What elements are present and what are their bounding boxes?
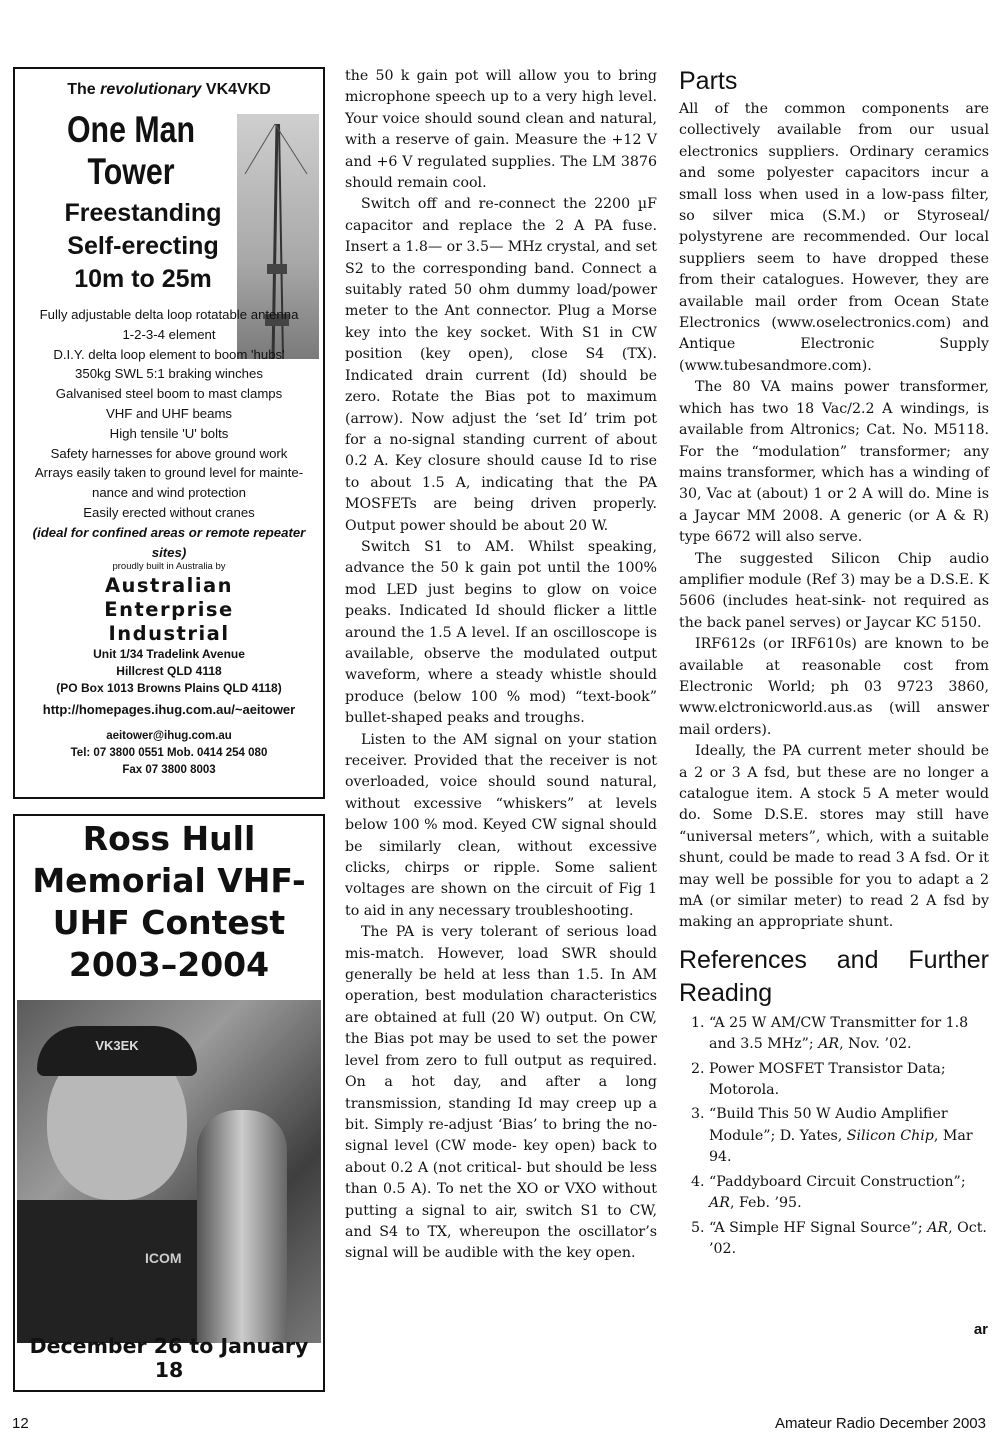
ad-intro <box>15 81 323 99</box>
article-paragraph: Switch S1 to AM. Whilst speaking, advance the 50 k gain pot until the 100% mod LED just begins to glow on voice peaks. Indicated Id should flicker a little around the 1.5 A level. If an oscilloscope is available, observe the modulated output waveform, where a steady whistle should produce (below 100 % mod) “text-book” bullet-shaped peaks and troughs. <box>345 538 657 727</box>
ad-company-name <box>15 574 323 646</box>
ad-feature: D.I.Y. delta loop element to boom 'hubs' <box>53 346 285 362</box>
contest-title-line: Ross Hull <box>82 819 256 858</box>
reference-item: 4. “Paddyboard Circuit Construction”; AR, Feb. ’95. <box>709 1172 989 1215</box>
photo-cap: VK3EK <box>37 1026 197 1076</box>
references-list <box>679 1013 989 1260</box>
ad-feature: Arrays easily taken to ground level for mainte- <box>34 465 304 481</box>
article-column-right <box>679 66 989 1263</box>
ad-subtitle <box>23 197 263 296</box>
ad-feature: 350kg SWL 5:1 braking winches <box>75 366 263 382</box>
reference-item: 1. “A 25 W AM/CW Transmitter for 1.8 and 3.5 MHz”; AR, Nov. ’02. <box>709 1013 989 1056</box>
ad-intro-emphasis: revolutionary <box>100 81 202 98</box>
ad-proudly-built: proudly built in Australia by <box>112 561 226 572</box>
ad-title-line: Tower <box>87 151 175 192</box>
ad-feature: Easily erected without cranes <box>83 504 255 520</box>
article-paragraph: All of the common components are collectively available from our usual electronics suppliers. Ordinary ceramics and some polyester capacitors incur a small loss when used in a low-pass filter, so silver mica (S.M.) or Styroseal/ polystyrene are recommended. Our local suppliers seem to have dropped these from their catalogues. However, they are available mail order from Ocean State Electronics (www.oselectronics.com) and Antique Electronic Supply (www.tubesandmore.com). <box>679 101 989 374</box>
reference-item: 2. Power MOSFET Transistor Data; Motorola. <box>709 1059 989 1102</box>
ad-intro-pre: The <box>67 81 96 98</box>
ad-subtitle-line: Freestanding <box>64 199 222 227</box>
contest-title-line: UHF Contest <box>52 903 286 942</box>
ad-ideal-note: (ideal for confined areas or remote repeater <box>32 524 306 540</box>
ad-feature: Safety harnesses for above ground work <box>50 445 288 461</box>
ad-company-line: Enterprise <box>104 598 234 621</box>
article-paragraph: Ideally, the PA current meter should be a 2 or 3 A fsd, but these are no longer a catalogue item. A stock 5 A meter would do. Some D.S.E. stores may still have “universal meters”, which, with a suitable shunt, could be made to read 3 A fsd. Or it may well be possible for you to adapt a 2 mA (or similar meter) to read 2 A fsd by making an appropriate shunt. <box>679 743 989 931</box>
ad-fax: Fax 07 3800 8003 <box>122 764 216 776</box>
contest-advertisement <box>13 814 325 1392</box>
photo-trophy <box>197 1110 287 1343</box>
article-paragraph: Switch off and re-connect the 2200 µF capacitor and replace the 2 A PA fuse. Insert a 1.8— or 3.5— MHz crystal, and set S2 to the corresponding band. Connect a suitably rated 50 ohm dummy load/power meter to the Ant connector. Plug a Morse key into the key socket. With S1 in CW position (key open), close S4 (TX). Indicated drain current (Id) should be zero. Rotate the Bias pot to maximum (arrow). Now adjust the ‘set Id’ trim pot for a no-signal standing current of about 0.2 A. Key closure should cause Id to rise to about 1.5 A, indicating that the PA MOSFETs are being driven properly. Output power should be about 20 W. <box>345 196 657 534</box>
ad-ideal-note: sites) <box>151 544 187 560</box>
article-paragraph: The suggested Silicon Chip audio amplifier module (Ref 3) may be a D.S.E. K 5606 (includes heat-sink- not required as the back panel serves) or Jaycar KC 5150. <box>679 550 989 631</box>
ad-subtitle-line: 10m to 25m <box>74 265 212 293</box>
publication-footer: Amateur Radio December 2003 <box>775 1415 986 1432</box>
ad-feature: Galvanised steel boom to mast clamps <box>55 386 283 402</box>
contest-title <box>15 818 323 986</box>
references-heading: References and Further Reading <box>679 945 989 1007</box>
ad-website-link[interactable]: http://homepages.ihug.com.au/~aeitower <box>42 702 296 717</box>
article-paragraph: IRF612s (or IRF610s) are known to be available at reasonable cost from Electronic World; ph 03 9723 3860, www.elctronicworld.aus.as (will answer mail orders). <box>679 636 989 738</box>
ad-address-line: Unit 1/34 Tradelink Avenue <box>93 647 245 661</box>
ad-company-line: Industrial <box>108 622 230 645</box>
article-paragraph: Listen to the AM signal on your station receiver. Provided that the receiver is not overloaded, voice should sound natural, without excessive “whiskers” at levels below 100 % mod. Keyed CW signal should be similarly clean, without excessive clicks, chirps or ripple. Some salient voltages are shown on the circuit of Fig 1 to aid in any necessary troubleshooting. <box>345 731 657 919</box>
ad-email[interactable]: aeitower@ihug.com.au <box>106 730 232 742</box>
contest-title-line: 2003–2004 <box>68 945 270 984</box>
reference-item: 3. “Build This 50 W Audio Amplifier Module”; D. Yates, Silicon Chip, Mar 94. <box>709 1104 989 1168</box>
ad-intro-callsign: VK4VKD <box>205 81 271 98</box>
ad-address-line: Hillcrest QLD 4118 <box>116 664 222 678</box>
page-number: 12 <box>12 1415 29 1432</box>
ad-feature: VHF and UHF beams <box>105 405 233 421</box>
ad-title-line: One Man <box>66 109 196 150</box>
reference-item: 5. “A Simple HF Signal Source”; AR, Oct. ’02. <box>709 1218 989 1261</box>
article-column-middle <box>345 66 657 1265</box>
contest-photo <box>17 1000 321 1343</box>
ad-feature: Fully adjustable delta loop rotatable antenna <box>39 307 299 322</box>
ad-address <box>15 646 323 697</box>
photo-shirt: ICOM <box>17 1200 217 1343</box>
tower-advertisement <box>13 67 325 799</box>
ad-feature-list <box>19 305 319 562</box>
parts-heading: Parts <box>679 67 738 95</box>
contest-title-line: Memorial VHF- <box>32 861 306 900</box>
article-paragraph: The PA is very tolerant of serious load mis-match. However, load SWR should generally be held at less than 1.5. In AM operation, best modulation characteristics are obtained at full (20 W) output. On CW, the Bias pot may be used to set the power level from zero to full output as required. On a hot day, and after a long transmission, standing Id may creep up a bit. Simply re-adjust ‘Bias’ to bring the no-signal level (CW mode- key open) back to about 0.2 A (not critical- but should be less than 0.5 A). To net the XO or VXO without putting a signal to air, switch S1 to CW, and S4 to TX, whereupon the oscillator’s signal will be audible with the key open. <box>345 924 657 1262</box>
ad-title <box>44 109 218 193</box>
ad-feature: High tensile 'U' bolts <box>109 425 229 441</box>
article-paragraph: the 50 k gain pot will allow you to bring microphone speech up to a very high level. Your voice should sound clean and natural, with a reserve of gain. Measure the +12 V and +6 V regulated supplies. The LM 3876 should remain cool. <box>345 68 657 192</box>
ad-company-line: Australian <box>104 574 234 597</box>
ad-contact <box>15 728 323 779</box>
ad-phone: Tel: 07 3800 0551 Mob. 0414 254 080 <box>70 747 268 759</box>
article-end-mark: ar <box>973 1321 988 1338</box>
ad-feature: 1-2-3-4 element <box>122 326 216 342</box>
ad-feature: nance and wind protection <box>92 485 246 501</box>
ad-address-line: (PO Box 1013 Browns Plains QLD 4118) <box>56 681 282 695</box>
contest-dates: December 26 to January 18 <box>29 1334 309 1382</box>
ad-subtitle-line: Self-erecting <box>67 232 219 260</box>
article-paragraph: The 80 VA mains power transformer, which has two 18 Vac/2.2 A windings, is available from Altronics; Cat. No. M5118. For the “modulation” transformer; any mains transformer, which has a winding of 30, Vac at (about) 1 or 2 A will do. Mine is a Jaycar MM 2008. A generic (or A & R) type 6672 will also serve. <box>679 379 989 546</box>
